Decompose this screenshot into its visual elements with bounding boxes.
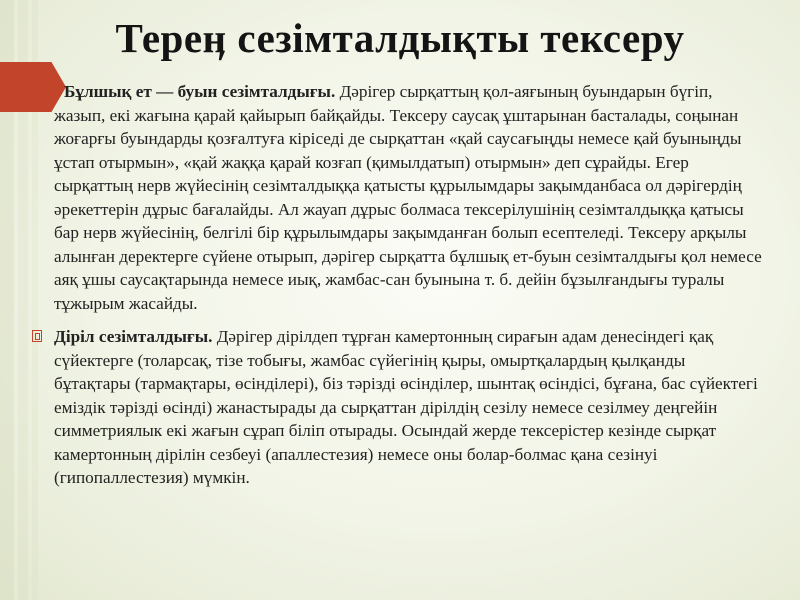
slide-title: Тереӊ сезімталдықты тексеру — [115, 15, 685, 61]
paragraph-muscle-joint-sensitivity — [54, 80, 766, 315]
paragraph-text: Дәрігер дірілдеп тұрған камертонның сирағын адам денесіндегі қақ сүйектерге (толарсақ, тізе тобығы, жамбас сүйегінің қыры, омыртқалардың қылқанды бұтақтары (тармақтары, өсінділері), біз тәрізді өсінділер, шынтақ өсіндісі, бұғана, бас сүйектегі еміздік тәрізді өсінді) жанастырады да сырқаттан дірілдің сезілу немесе сезілмеу деңгейін симметриялык екі жағын сұрап біліп отырады. Осындай жерде тексерістер кезінде сырқат камертонның дірілін сезбеуі (апаллестезия) немесе оны болар-болмас қана сезінуі (гипопаллестезия) мүмкін. — [54, 327, 758, 487]
paragraph-text: Дәрігер сырқаттың қол-аяғының буындарын бүгіп, жазып, екі жағына қарай қайырып байқайды. Тексеру саусақ ұштарынан басталады, соңынан жоғарғы буындарды қозғалтуға кіріседі де сырқаттан «қай саусағыңды немесе қай буыныңды ұстап отырмын», «қай жаққа қарай козғап (қимылдатып) отырмын» деп сұрайды. Егер сырқаттың нерв жүйесінің сезімталдыққа қатысты құрылымдары зақымданбаса ол дәрігердің әрекеттерін дұрыс бағалайды. Ал жауап дұрыс болмаса тексерілушінің сезімталдыққа қатысы бар нерв жүйесінің, белгілі бір құрылымдары зақымданған болып есептеледі. Тексеру арқылы алынған деректерге сүйене отырып, дәрігер сырқатта бұлшық ет-буын сезімталдығы қол немесе аяқ ұшы саусақтарында немесе иық, жамбас-сан буынына т. б. дейін бұзылғандығы туралы тұжырым жасайды. — [54, 82, 762, 313]
slide-content — [54, 80, 766, 500]
paragraph-lead: Бұлшық ет — буын сезімталдығы. — [64, 82, 336, 101]
paragraph-vibration-sensitivity — [54, 325, 766, 490]
paragraph-lead: Діріл сезімталдығы. — [54, 327, 213, 346]
square-bullet-icon — [32, 330, 42, 342]
